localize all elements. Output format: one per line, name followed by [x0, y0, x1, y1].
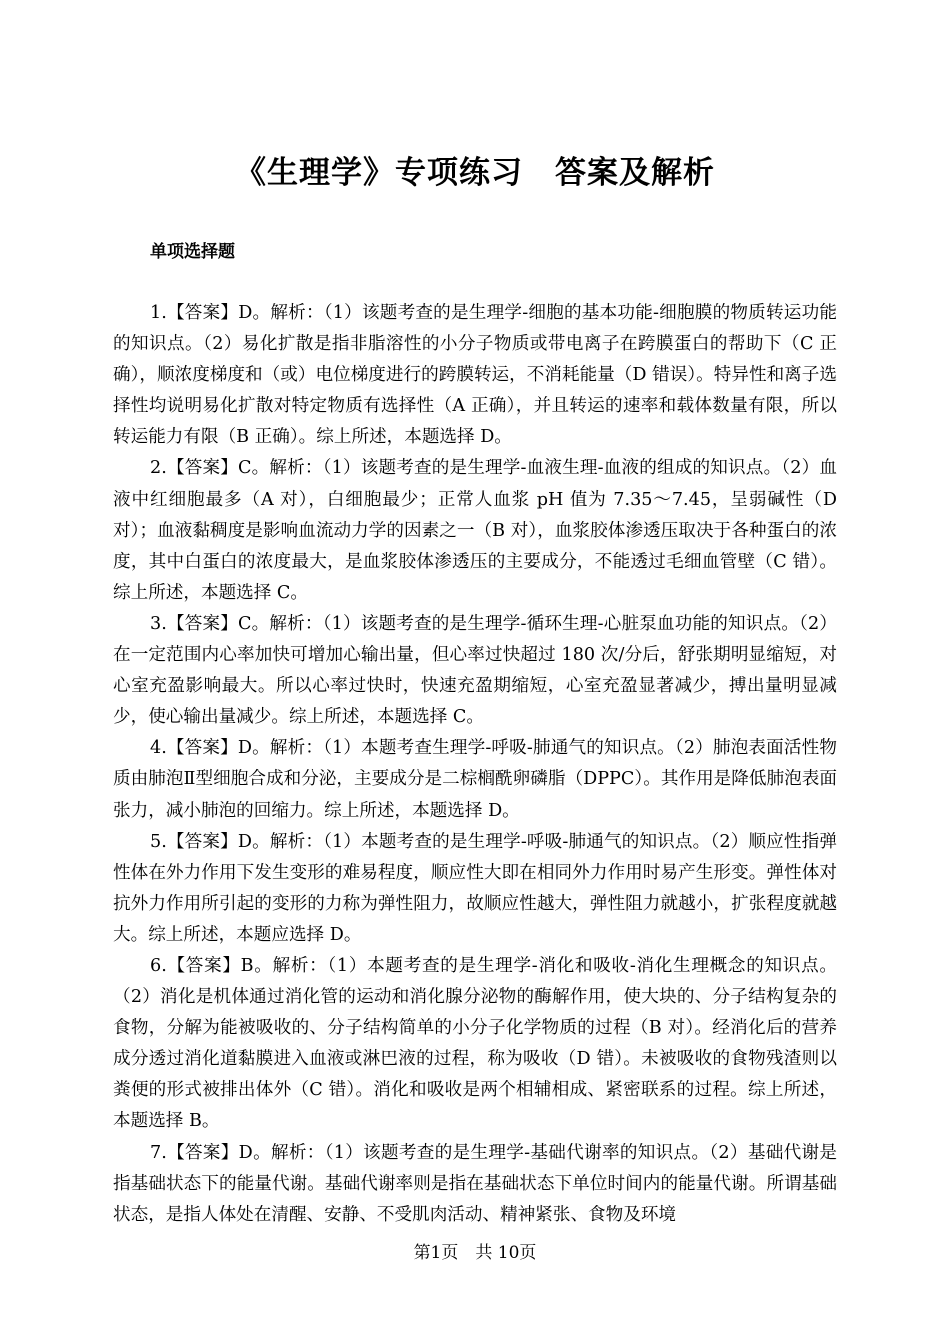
answer-paragraph-1: 1.【答案】D。解析：（1）该题考查的是生理学-细胞的基本功能-细胞膜的物质转运功能的知识点。（2）易化扩散是指非脂溶性的小分子物质或带电离子在跨膜蛋白的帮助下（C 正确），顺浓度梯度和（或）电位梯度进行的跨膜转运，不消耗能量（D 错误）。特异性和离子选择性均说明易化扩散对特定物质有选择性（A 正确），并且转运的速率和载体数量有限，所以转运能力有限（B 正确）。综上所述，本题选择 D。 — [113, 303, 837, 448]
answer-paragraph-2: 2.【答案】C。解析：（1）该题考查的是生理学-血液生理-血液的组成的知识点。（2）血液中红细胞最多（A 对），白细胞最少；正常人血浆 pH 值为 7.35～7.45，呈弱碱性（D 对）；血液黏稠度是影响血流动力学的因素之一（B 对），血浆胶体渗透压取决于各种蛋白的浓度，其中白蛋白的浓度最大，是血浆胶体渗透压的主要成分，不能透过毛细血管壁（C 错）。综上所述，本题选择 C。 — [113, 458, 837, 603]
answer-paragraph-5: 5.【答案】D。解析：（1）本题考查的是生理学-呼吸-肺通气的知识点。（2）顺应性指弹性体在外力作用下发生变形的难易程度，顺应性大即在相同外力作用时易产生形变。弹性体对抗外力作用所引起的变形的力称为弹性阻力，故顺应性越大，弹性阻力就越小，扩张程度就越大。综上所述，本题应选择 D。 — [113, 831, 837, 945]
page-title: 《生理学》专项练习 答案及解析 — [235, 155, 715, 191]
answer-paragraph-3: 3.【答案】C。解析：（1）该题考查的是生理学-循环生理-心脏泵血功能的知识点。（2）在一定范围内心率加快可增加心输出量，但心率过快超过 180 次/分后，舒张期明显缩短，对心室充盈影响最大。所以心率过快时，快速充盈期缩短，心室充盈显著减少，搏出量明显减少，使心输出量减少。综上所述，本题选择 C。 — [113, 613, 837, 728]
page-footer: 第1页 共 10页 — [413, 1243, 537, 1263]
answer-paragraph-6: 6.【答案】B。解析：（1）本题考查的是生理学-消化和吸收-消化生理概念的知识点。（2）消化是机体通过消化管的运动和消化腺分泌物的酶解作用，使大块的、分子结构复杂的食物，分解为能被吸收的、分子结构简单的小分子化学物质的过程（B 对）。经消化后的营养成分透过消化道黏膜进入血液或淋巴液的过程，称为吸收（D 错）。未被吸收的食物残渣则以粪便的形式被排出体外（C 错）。消化和吸收是两个相辅相成、紧密联系的过程。综上所述，本题选择 B。 — [113, 955, 837, 1132]
answer-paragraph-4: 4.【答案】D。解析：（1）本题考查生理学-呼吸-肺通气的知识点。（2）肺泡表面活性物质由肺泡Ⅱ型细胞合成和分泌，主要成分是二棕榈酰卵磷脂（DPPC）。其作用是降低肺泡表面张力，减小肺泡的回缩力。综上所述，本题选择 D。 — [113, 738, 837, 821]
answer-paragraph-7: 7.【答案】D。解析：（1）该题考查的是生理学-基础代谢率的知识点。（2）基础代谢是指基础状态下的能量代谢。基础代谢率则是指在基础状态下单位时间内的能量代谢。所谓基础状态，是指人体处在清醒、安静、不受肌肉活动、精神紧张、食物及环境 — [113, 1142, 837, 1225]
section-heading: 单项选择题 — [150, 242, 235, 262]
answer-list — [113, 298, 837, 1231]
